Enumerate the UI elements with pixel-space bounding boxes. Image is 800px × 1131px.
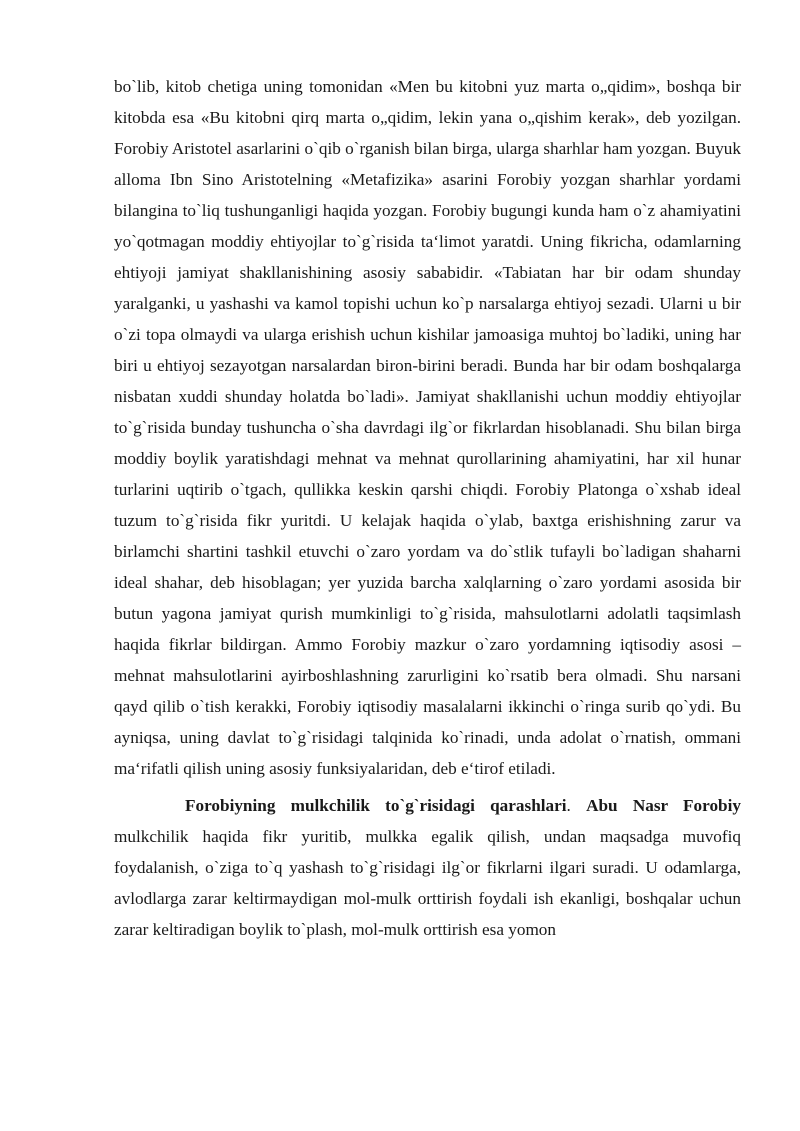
section-heading: Forobiyning mulkchilik to`g`risidagi qarashlari (185, 796, 567, 815)
document-body (114, 71, 741, 945)
paragraph-2-text: mulkchilik haqida fikr yuritib, mulkka egalik qilish, undan maqsadga muvofiq foydalanish, o`ziga to`q yashash to`g`risidagi ilg`or fikrlarni ilgari suradi. U odamlarga, avlodlarga zarar keltirmaydigan mol-mulk orttirish foydali ish ekanligi, boshqalar uchun zarar keltiradigan boylik to`plash, mol-mulk orttirish esa yomon (114, 827, 741, 939)
body-paragraph-1: bo`lib, kitob chetiga uning tomonidan «Men bu kitobni yuz marta o„qidim», boshqa bir kitobda esa «Bu kitobni qirq marta o„qidim, lekin yana o„qishim kerak», deb yozilgan. Forobiy Aristotel asarlarini o`qib o`rganish bilan birga, ularga sharhlar ham yozgan. Buyuk alloma Ibn Sino Aristotelning «Metafizika» asarini Forobiy yozgan sharhlar yordami bilangina to`liq tushunganligi haqida yozgan. Forobiy bugungi kunda ham o`z ahamiyatini yo`qotmagan moddiy ehtiyojlar to`g`risida ta‘limot yaratdi. Uning fikricha, odamlarning ehtiyoji jamiyat shakllanishining asosiy sababidir. «Tabiatan har bir odam shunday yaralganki, u yashashi va kamol topishi uchun ko`p narsalarga ehtiyoj sezadi. Ularni u bir o`zi topa olmaydi va ularga erishish uchun kishilar jamoasiga muhtoj bo`ladiki, uning har biri u ehtiyoj sezayotgan narsalardan biron-birini beradi. Bunda har bir odam boshqalarga nisbatan xuddi shunday holatda bo`ladi». Jamiyat shakllanishi uchun moddiy ehtiyojlar to`g`risida bunday tushuncha o`sha davrdagi ilg`or fikrlardan hisoblanadi. Shu bilan birga moddiy boylik yaratishdagi mehnat va mehnat qurollarining ahamiyatini, har xil hunar turlarini uqtirib o`tgach, qullikka keskin qarshi chiqdi. Forobiy Platonga o`xshab ideal tuzum to`g`risida fikr yuritdi. U kelajak haqida o`ylab, baxtga erishishning zarur va birlamchi shartini tashkil etuvchi o`zaro yordam va do`stlik tufayli bo`ladigan shaharni ideal shahar, deb hisoblagan; yer yuzida barcha xalqlarning o`zaro yordami asosida bir butun yagona jamiyat qurish mumkinligi to`g`risida, mahsulotlarni adolatli taqsimlash haqida fikrlar bildirgan. Ammo Forobiy mazkur o`zaro yordamning iqtisodiy asosi – mehnat mahsulotlarini ayirboshlashning zarurligini ko`rsatib bera olmadi. Shu narsani qayd qilib o`tish kerakki, Forobiy iqtisodiy masalalarni ikkinchi o`ringa surib qo`ydi. Bu ayniqsa, uning davlat to`g`risidagi talqinida ko`rinadi, unda adolat o`rnatish, ommani ma‘rifatli qilish uning asosiy funksiyalaridan, deb e‘tirof etiladi. (114, 77, 741, 778)
heading-period: . (566, 796, 571, 815)
author-name: Abu Nasr Forobiy (586, 796, 741, 815)
body-paragraph-2 (114, 790, 741, 945)
